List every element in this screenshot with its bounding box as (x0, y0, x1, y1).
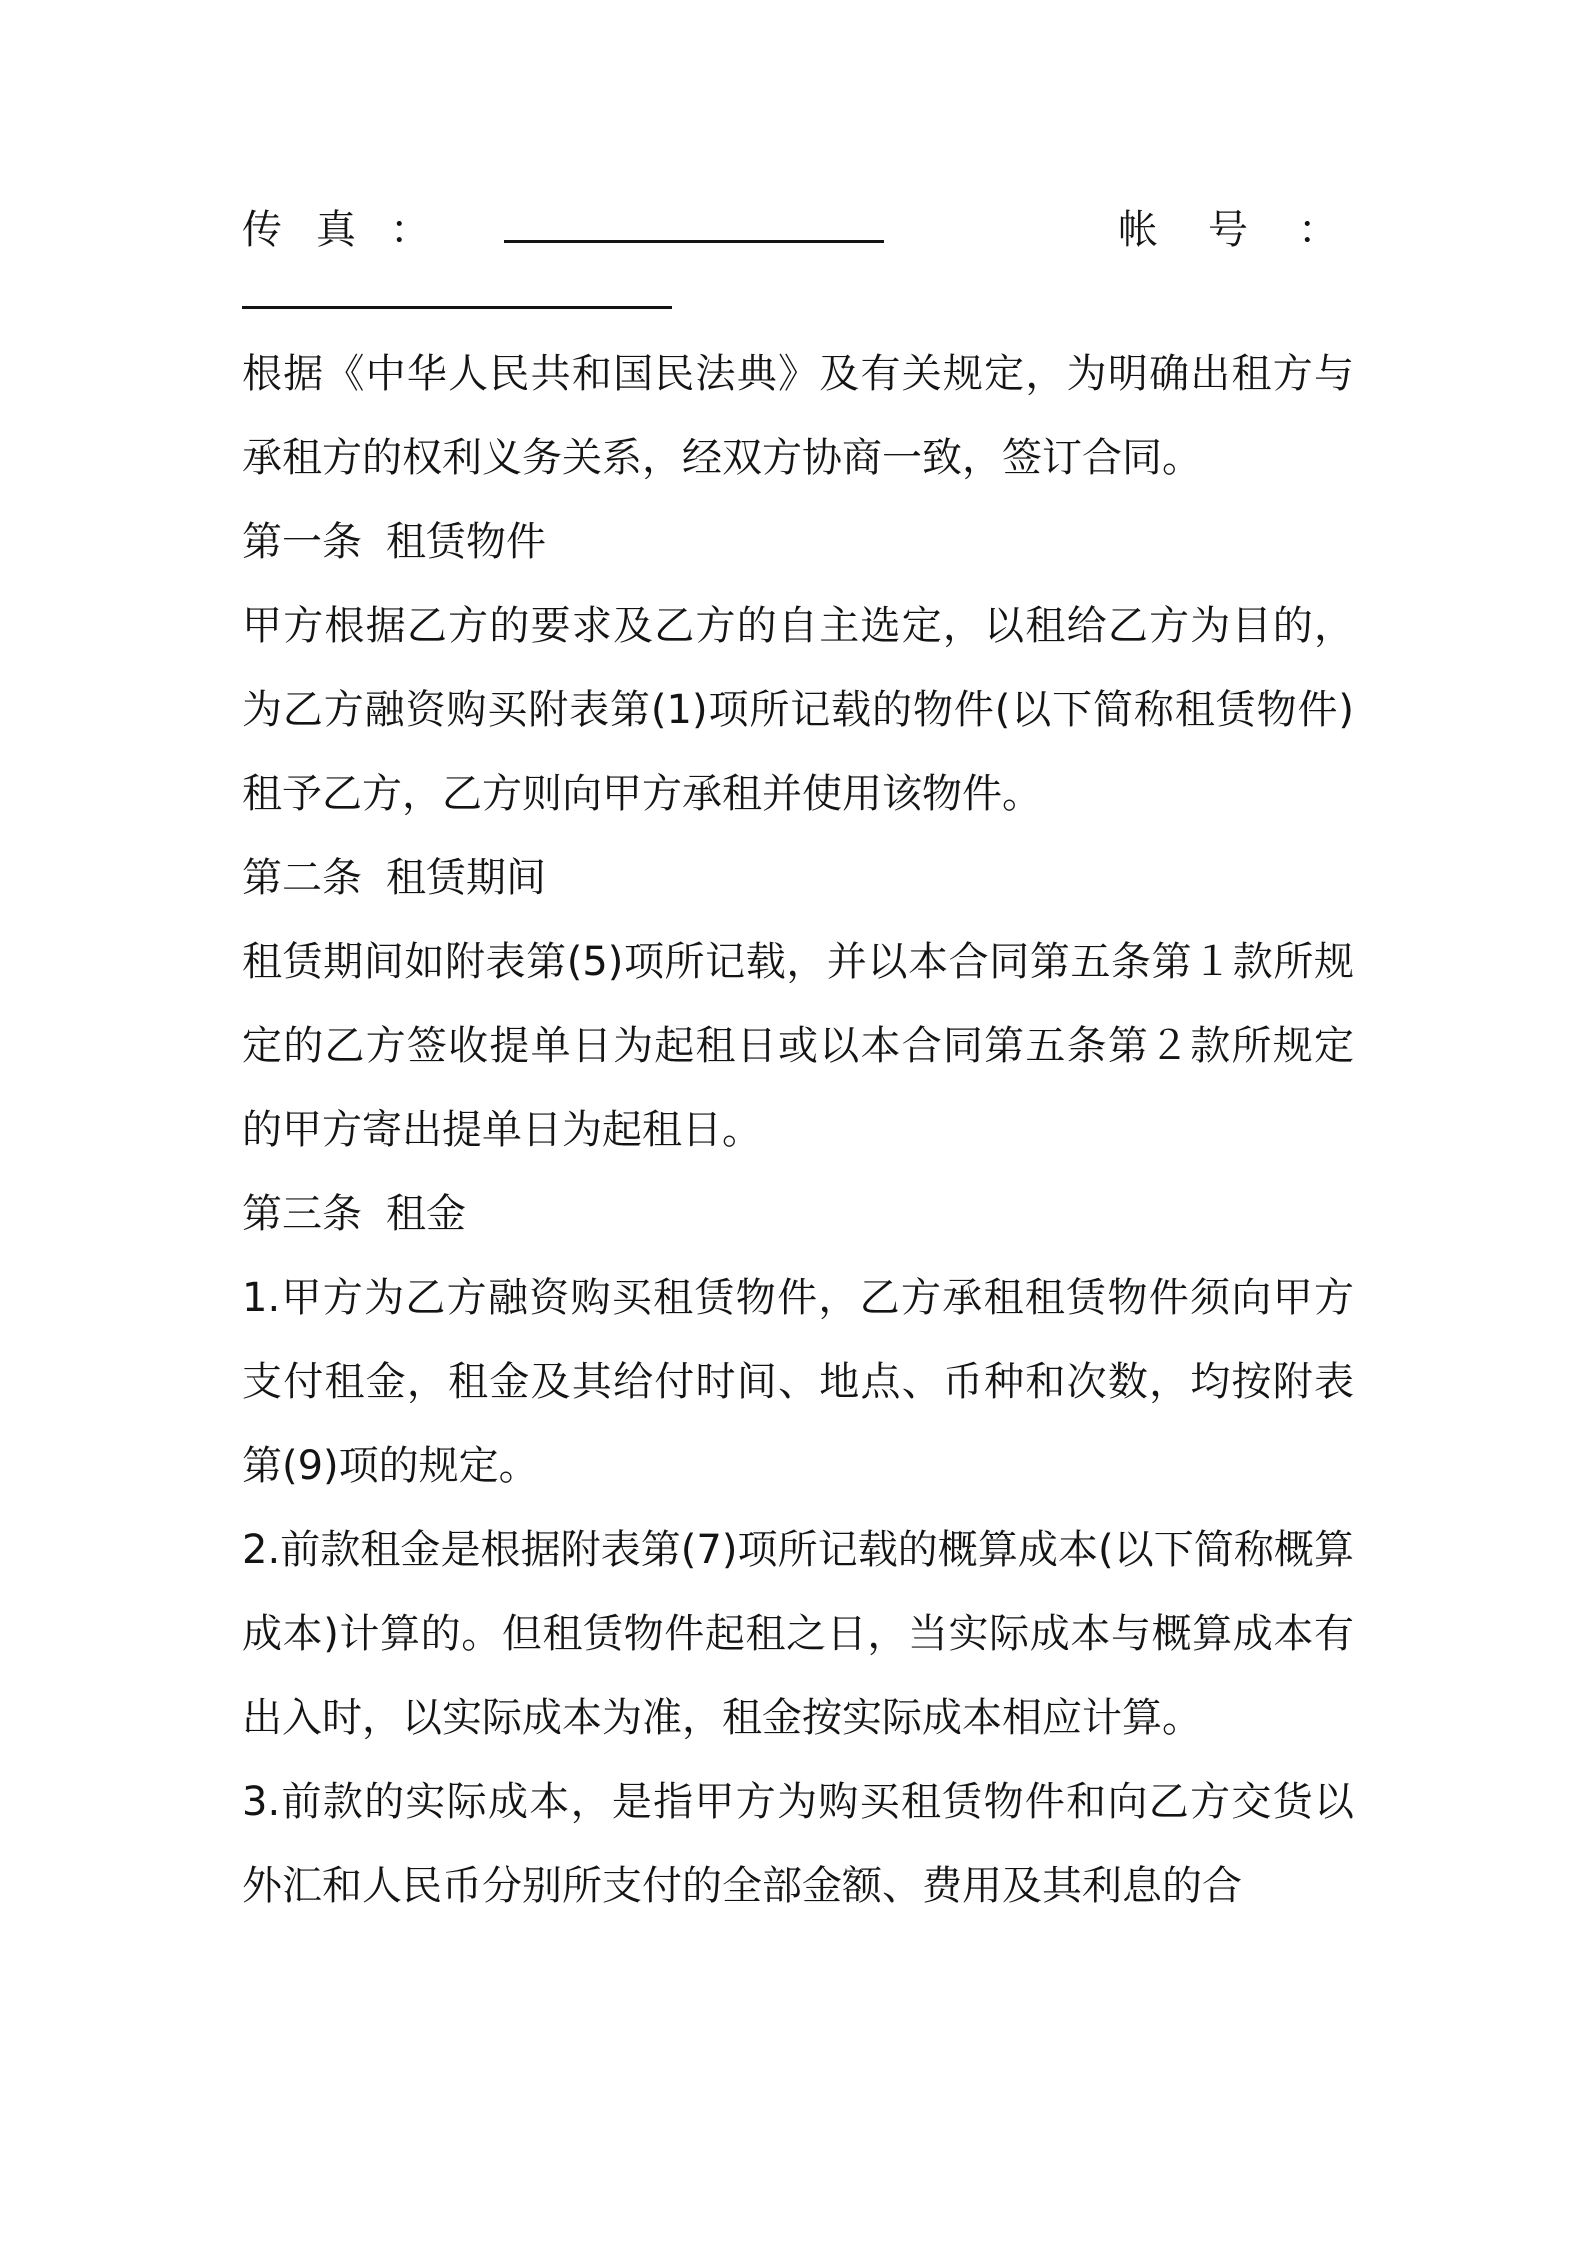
fax-account-row (242, 190, 1388, 270)
article-3-clause-2: 2.前款租金是根据附表第(7)项所记载的概算成本(以下简称概算成本)计算的。但租赁物件起租之日，当实际成本与概算成本有出入时，以实际成本为准，租金按实际成本相应计算。 (242, 1527, 1354, 1741)
article-3-number: 第三条 (242, 1191, 362, 1237)
account-label: 帐号： (1118, 207, 1388, 253)
article-1-heading (242, 500, 1354, 584)
article-2-title: 租赁期间 (386, 855, 546, 901)
contract-body (242, 190, 1388, 1928)
article-1-text: 甲方根据乙方的要求及乙方的自主选定，以租给乙方为目的，为乙方融资购买附表第(1)项所记载的物件(以下简称租赁物件)租予乙方，乙方则向甲方承租并使用该物件。 (242, 603, 1354, 817)
article-3-heading (242, 1172, 1354, 1256)
account-blank-line (242, 306, 672, 309)
article-1-number: 第一条 (242, 519, 362, 565)
fax-label: 传真： (242, 207, 464, 253)
article-3-clause-3: 3.前款的实际成本，是指甲方为购买租赁物件和向乙方交货以外汇和人民币分别所支付的全部金额、费用及其利息的合 (242, 1779, 1354, 1909)
article-2-text: 租赁期间如附表第(5)项所记载，并以本合同第五条第１款所规定的乙方签收提单日为起租日或以本合同第五条第２款所规定的甲方寄出提单日为起租日。 (242, 939, 1354, 1153)
article-2-heading (242, 836, 1354, 920)
article-3-title: 租金 (386, 1191, 466, 1237)
article-3-clause-1: 1.甲方为乙方融资购买租赁物件，乙方承租租赁物件须向甲方支付租金，租金及其给付时间、地点、币种和次数，均按附表第(9)项的规定。 (242, 1275, 1354, 1489)
fax-blank-line (504, 240, 884, 243)
account-blank-row (242, 270, 1354, 332)
article-1-title: 租赁物件 (386, 519, 546, 565)
article-2-number: 第二条 (242, 855, 362, 901)
intro-paragraph: 根据《中华人民共和国民法典》及有关规定，为明确出租方与承租方的权利义务关系，经双方协商一致，签订合同。 (242, 351, 1354, 481)
